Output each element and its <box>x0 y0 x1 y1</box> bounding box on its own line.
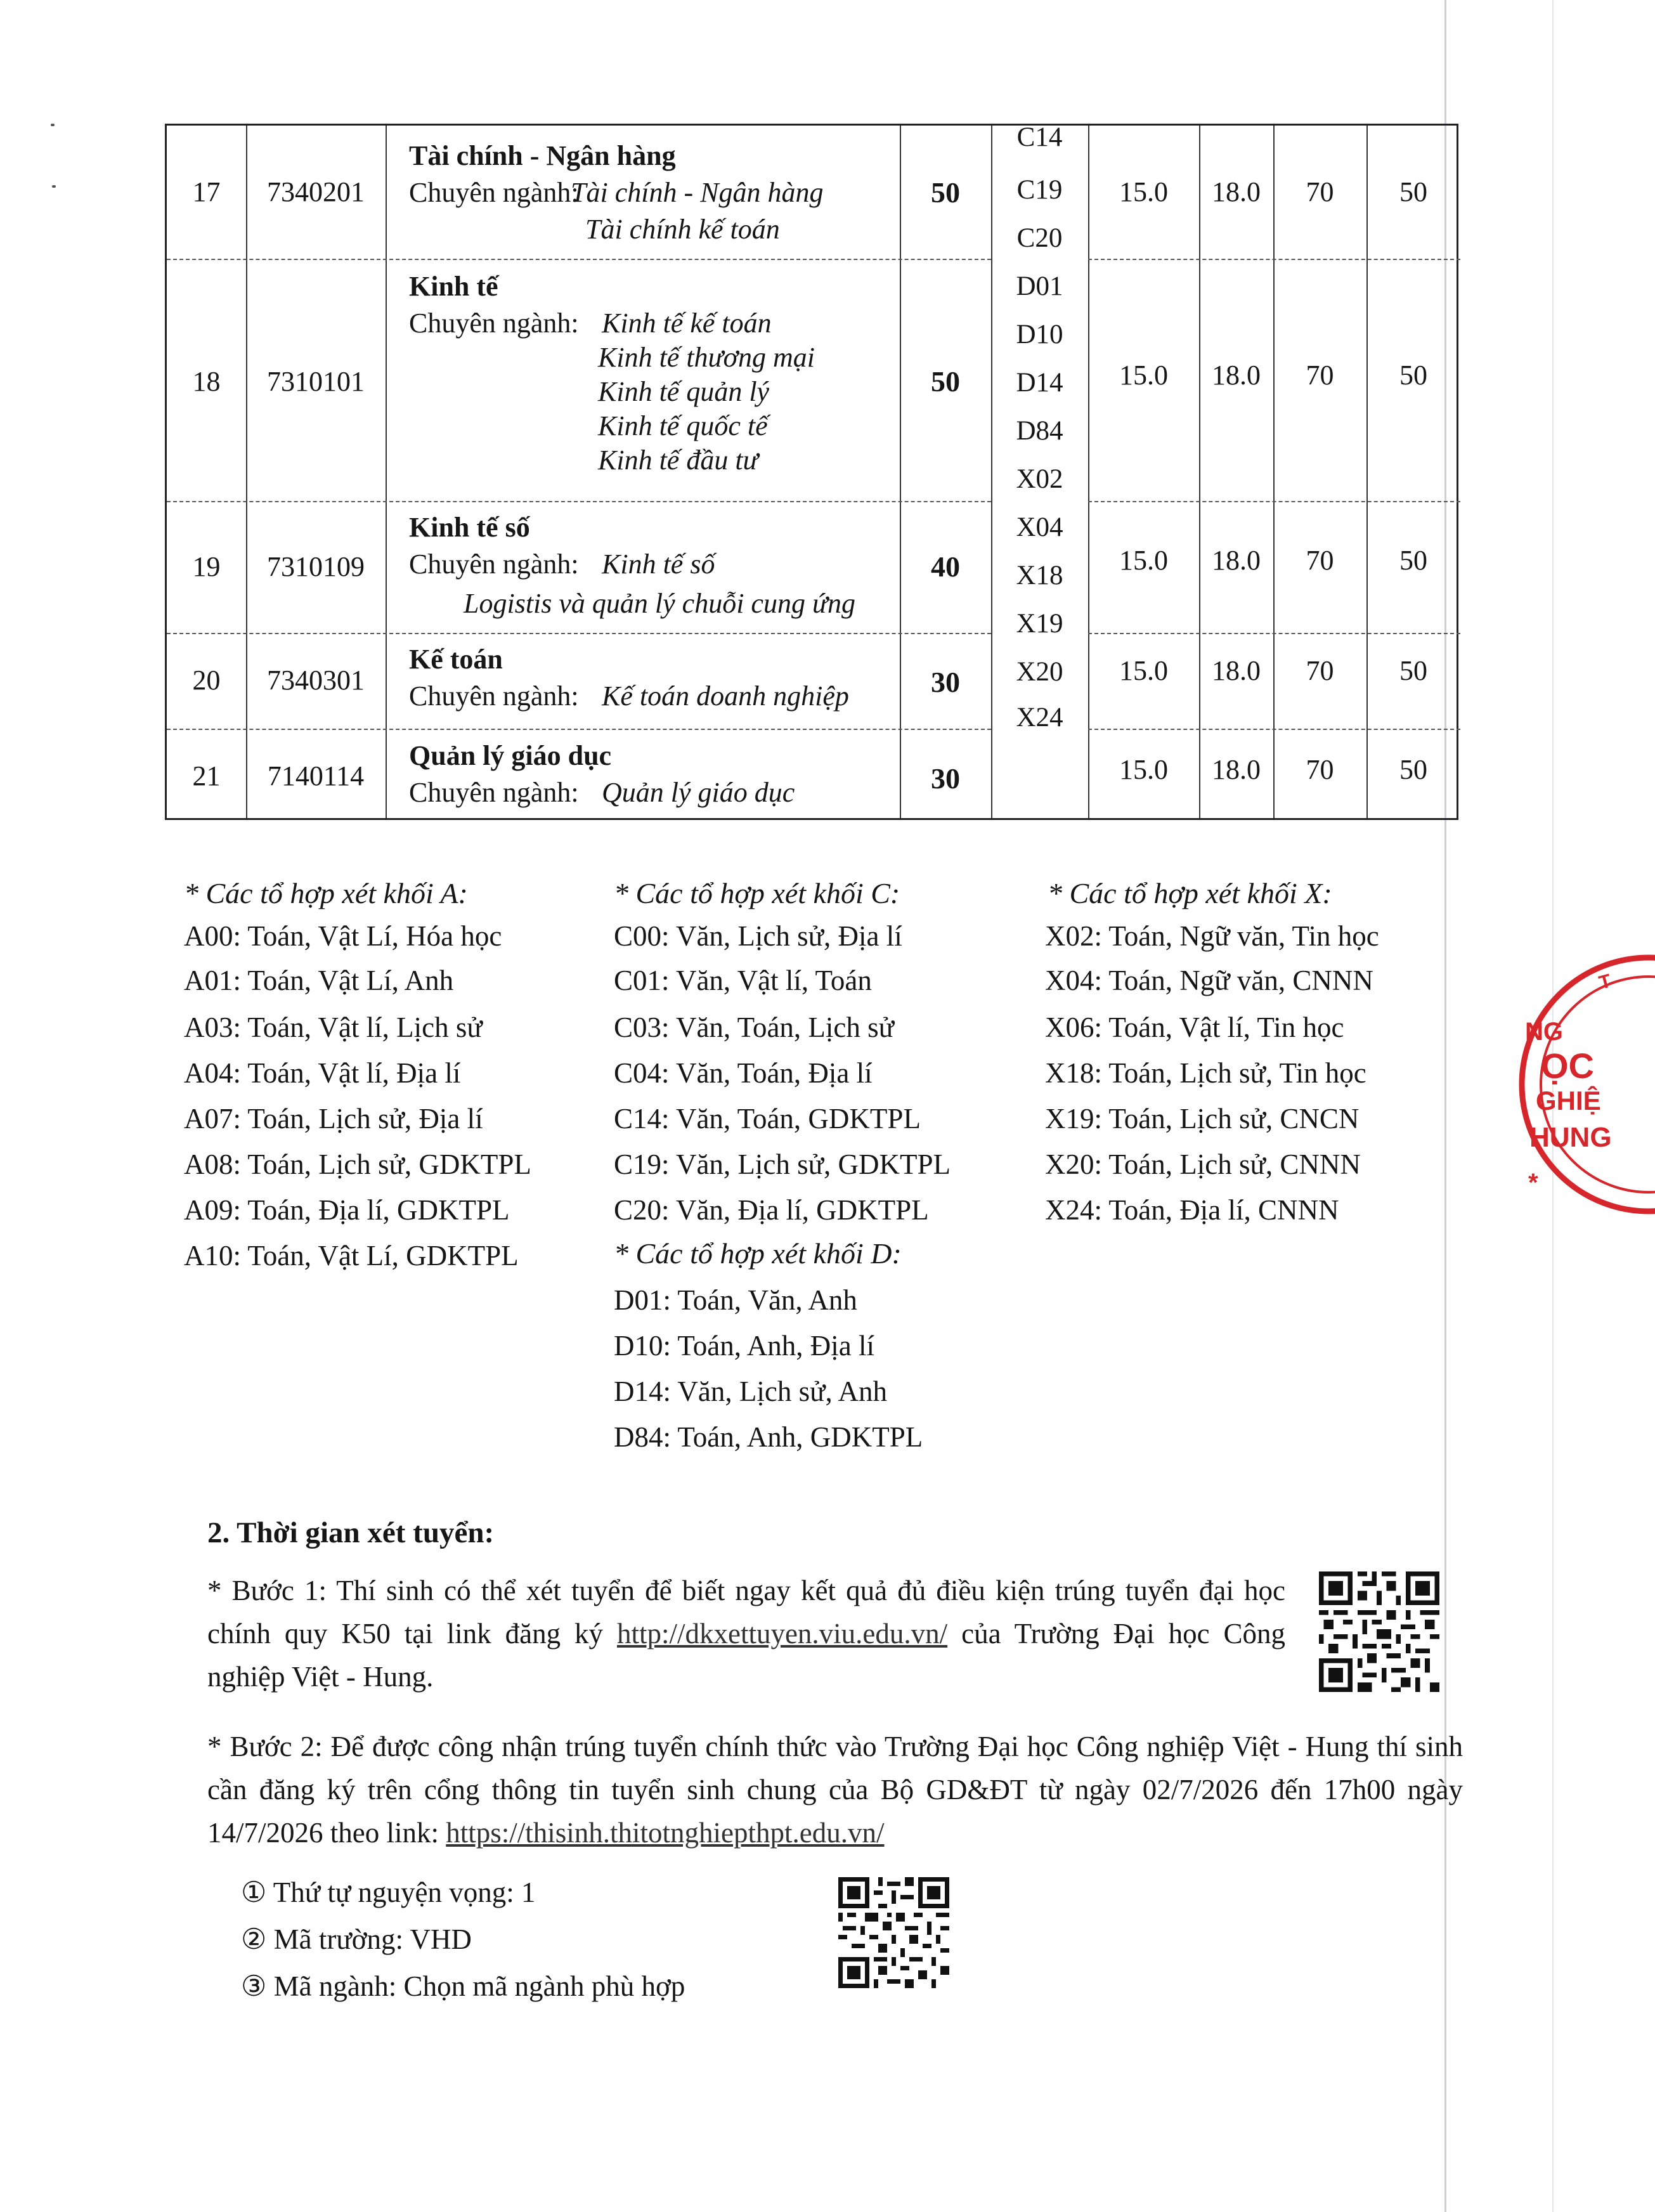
group-x-item: X18: Toán, Lịch sử, Tin học <box>1045 1057 1366 1089</box>
step1-text-end: của Trường Đại học Công nghiệp Việt - Hung. <box>207 1618 1286 1693</box>
sub-step-major-code: ③ Mã ngành: Chọn mã ngành phù hợp <box>241 1970 685 2002</box>
combo-code: D14 <box>1016 368 1063 398</box>
registration-link[interactable]: http://dkxettuyen.viu.edu.vn/ <box>616 1618 948 1649</box>
row-score: 70 <box>1306 655 1334 686</box>
row-divider <box>167 259 991 260</box>
combo-code: X02 <box>1016 464 1063 494</box>
group-x-item: X02: Toán, Ngữ văn, Tin học <box>1045 920 1379 952</box>
group-c-item: C14: Văn, Toán, GDKTPL <box>614 1103 921 1135</box>
row-spec: Kinh tế quốc tế <box>598 410 768 441</box>
step1-paragraph <box>207 1569 1285 1698</box>
row-code: 7340201 <box>267 176 365 207</box>
step2-paragraph <box>207 1725 1463 1854</box>
combo-code: X04 <box>1016 512 1063 542</box>
group-c-title: * Các tổ hợp xét khối C: <box>614 877 900 909</box>
combo-code: X20 <box>1016 657 1063 687</box>
group-x-item: X24: Toán, Địa lí, CNNN <box>1045 1194 1339 1226</box>
row-score: 50 <box>1399 545 1427 576</box>
row-divider <box>167 729 991 730</box>
row-divider <box>167 501 991 502</box>
row-quota: 40 <box>931 550 960 583</box>
row-stt: 20 <box>192 665 221 696</box>
school-seal-stamp <box>1490 951 1655 1218</box>
row-stt: 21 <box>192 760 221 791</box>
group-a-item: A07: Toán, Lịch sử, Địa lí <box>184 1103 483 1135</box>
row-spec-label: Chuyên ngành: <box>409 680 579 712</box>
column-divider <box>1199 126 1200 818</box>
admission-table <box>165 124 1458 820</box>
row-major-name: Tài chính - Ngân hàng <box>409 140 676 171</box>
group-a-item: A04: Toán, Vật lí, Địa lí <box>184 1057 461 1089</box>
group-c-item: C00: Văn, Lịch sử, Địa lí <box>614 920 902 952</box>
row-divider <box>1088 633 1460 634</box>
row-major-name: Kinh tế <box>409 271 498 302</box>
row-score: 18.0 <box>1212 754 1261 785</box>
combo-code: X18 <box>1016 561 1063 590</box>
group-d-item: D10: Toán, Anh, Địa lí <box>614 1330 874 1362</box>
portal-link[interactable]: https://thisinh.thitotnghiepthpt.edu.vn/ <box>446 1817 885 1849</box>
group-x-item: X04: Toán, Ngữ văn, CNNN <box>1045 965 1373 996</box>
group-x-item: X20: Toán, Lịch sử, CNNN <box>1045 1148 1361 1180</box>
row-score: 70 <box>1306 176 1334 207</box>
row-quota: 30 <box>931 666 960 698</box>
row-spec: Kinh tế quản lý <box>598 376 770 407</box>
svg-text:HUNG: HUNG <box>1529 1122 1612 1153</box>
group-c-item: C20: Văn, Địa lí, GDKTPL <box>614 1194 929 1226</box>
qr-code-portal <box>838 1877 949 1988</box>
row-divider <box>1088 729 1460 730</box>
combo-code: X24 <box>1016 703 1063 732</box>
row-score: 15.0 <box>1119 176 1168 207</box>
row-quota: 30 <box>931 762 960 795</box>
row-spec: Kế toán doanh nghiệp <box>602 680 849 712</box>
row-spec-label: Chuyên ngành: <box>409 777 579 808</box>
group-a-item: A00: Toán, Vật Lí, Hóa học <box>184 920 502 952</box>
group-x-item: X19: Toán, Lịch sử, CNCN <box>1045 1103 1360 1135</box>
combo-code: D01 <box>1016 271 1063 301</box>
row-quota: 50 <box>931 176 960 209</box>
row-score: 15.0 <box>1119 754 1168 785</box>
row-spec: Kinh tế thương mại <box>598 342 815 373</box>
group-x-item: X06: Toán, Vật lí, Tin học <box>1045 1012 1344 1043</box>
row-major-name: Kế toán <box>409 644 503 675</box>
svg-text:T: T <box>1597 970 1614 994</box>
row-score: 18.0 <box>1212 655 1261 686</box>
row-divider <box>1088 259 1460 260</box>
step2-text: * Bước 2: Để được công nhận trúng tuyển chính thức vào Trường Đại học Công nghiệp Việt - Hung thí sinh cần đăng ký trên cổng thông tin tuyển sinh chung của Bộ GD&ĐT từ ngày 02/7/2026 đến 17h00 ngày 14/7/2026 theo link: <box>207 1731 1463 1849</box>
column-divider <box>900 126 901 818</box>
group-c-item: C03: Văn, Toán, Lịch sử <box>614 1012 895 1043</box>
row-score: 15.0 <box>1119 655 1168 686</box>
scan-speck <box>51 124 55 126</box>
combo-code: C19 <box>1016 175 1063 205</box>
row-score: 70 <box>1306 545 1334 576</box>
step1-text: * Bước 1: Thí sinh có thể xét tuyển để biết ngay kết quả đủ điều kiện trúng tuyển đại học chính quy K50 tại link đăng ký <box>207 1575 1285 1649</box>
group-x-title: * Các tổ hợp xét khối X: <box>1048 877 1332 909</box>
row-score: 15.0 <box>1119 545 1168 576</box>
row-score: 50 <box>1399 655 1427 686</box>
row-spec-label: Chuyên ngành: <box>409 308 579 339</box>
row-major-name: Kinh tế số <box>409 512 530 543</box>
group-a-item: A01: Toán, Vật Lí, Anh <box>184 965 454 996</box>
group-d-item: D84: Toán, Anh, GDKTPL <box>614 1421 923 1453</box>
column-divider <box>246 126 247 818</box>
group-a-item: A10: Toán, Vật Lí, GDKTPL <box>184 1240 519 1272</box>
group-c-item: C04: Văn, Toán, Địa lí <box>614 1057 873 1089</box>
group-a-item: A09: Toán, Địa lí, GDKTPL <box>184 1194 510 1226</box>
column-divider <box>1273 126 1275 818</box>
row-code: 7310101 <box>267 366 365 397</box>
row-score: 70 <box>1306 360 1334 391</box>
row-score: 18.0 <box>1212 545 1261 576</box>
row-quota: 50 <box>931 365 960 398</box>
group-c-item: C01: Văn, Vật lí, Toán <box>614 965 872 996</box>
group-d-item: D01: Toán, Văn, Anh <box>614 1284 857 1316</box>
row-score: 50 <box>1399 176 1427 207</box>
row-stt: 19 <box>192 551 221 582</box>
qr-code-registration <box>1319 1571 1439 1692</box>
row-code: 7340301 <box>267 665 365 696</box>
row-score: 18.0 <box>1212 360 1261 391</box>
row-spec-label: Chuyên ngành: <box>409 177 579 208</box>
row-code: 7140114 <box>267 760 365 791</box>
group-a-item: A08: Toán, Lịch sử, GDKTPL <box>184 1148 531 1180</box>
sub-step-school-code: ② Mã trường: VHD <box>241 1923 472 1955</box>
sub-step-priority: ① Thứ tự nguyện vọng: 1 <box>241 1877 536 1908</box>
row-spec: Tài chính - Ngân hàng <box>571 177 824 208</box>
group-d-item: D14: Văn, Lịch sử, Anh <box>614 1376 888 1407</box>
row-spec: Quản lý giáo dục <box>602 777 795 808</box>
combo-code: D10 <box>1016 320 1063 349</box>
combo-code: X19 <box>1016 609 1063 639</box>
row-spec-label: Chuyên ngành: <box>409 549 579 580</box>
svg-text:GHIỆ: GHIỆ <box>1536 1086 1601 1116</box>
row-stt: 18 <box>192 366 221 397</box>
column-divider <box>1366 126 1368 818</box>
row-score: 50 <box>1399 754 1427 785</box>
scan-speck <box>52 185 56 188</box>
combo-code: D84 <box>1016 416 1063 446</box>
group-a-title: * Các tổ hợp xét khối A: <box>184 877 468 909</box>
group-d-title: * Các tổ hợp xét khối D: <box>614 1237 902 1270</box>
section-title: 2. Thời gian xét tuyển: <box>207 1516 495 1549</box>
row-stt: 17 <box>192 176 221 207</box>
svg-text:NG: NG <box>1525 1018 1563 1046</box>
svg-text:ỌC: ỌC <box>1541 1046 1594 1086</box>
row-score: 50 <box>1399 360 1427 391</box>
combo-code: C14 <box>1016 122 1063 152</box>
group-a-item: A03: Toán, Vật lí, Lịch sử <box>184 1012 483 1043</box>
row-divider <box>167 633 991 634</box>
row-code: 7310109 <box>267 551 365 582</box>
column-divider <box>386 126 387 818</box>
svg-text:*: * <box>1528 1169 1538 1197</box>
column-divider <box>1088 126 1089 818</box>
group-c-item: C19: Văn, Lịch sử, GDKTPL <box>614 1148 951 1180</box>
row-spec: Tài chính kế toán <box>585 214 780 245</box>
row-spec: Kinh tế kế toán <box>602 308 772 339</box>
row-major-name: Quản lý giáo dục <box>409 740 612 771</box>
row-spec: Kinh tế số <box>602 549 715 580</box>
row-divider <box>1088 501 1460 502</box>
row-score: 15.0 <box>1119 360 1168 391</box>
row-score: 70 <box>1306 754 1334 785</box>
row-spec: Kinh tế đầu tư <box>598 445 758 476</box>
row-score: 18.0 <box>1212 176 1261 207</box>
combo-code: C20 <box>1016 223 1063 253</box>
row-spec: Logistis và quản lý chuỗi cung ứng <box>464 588 855 619</box>
